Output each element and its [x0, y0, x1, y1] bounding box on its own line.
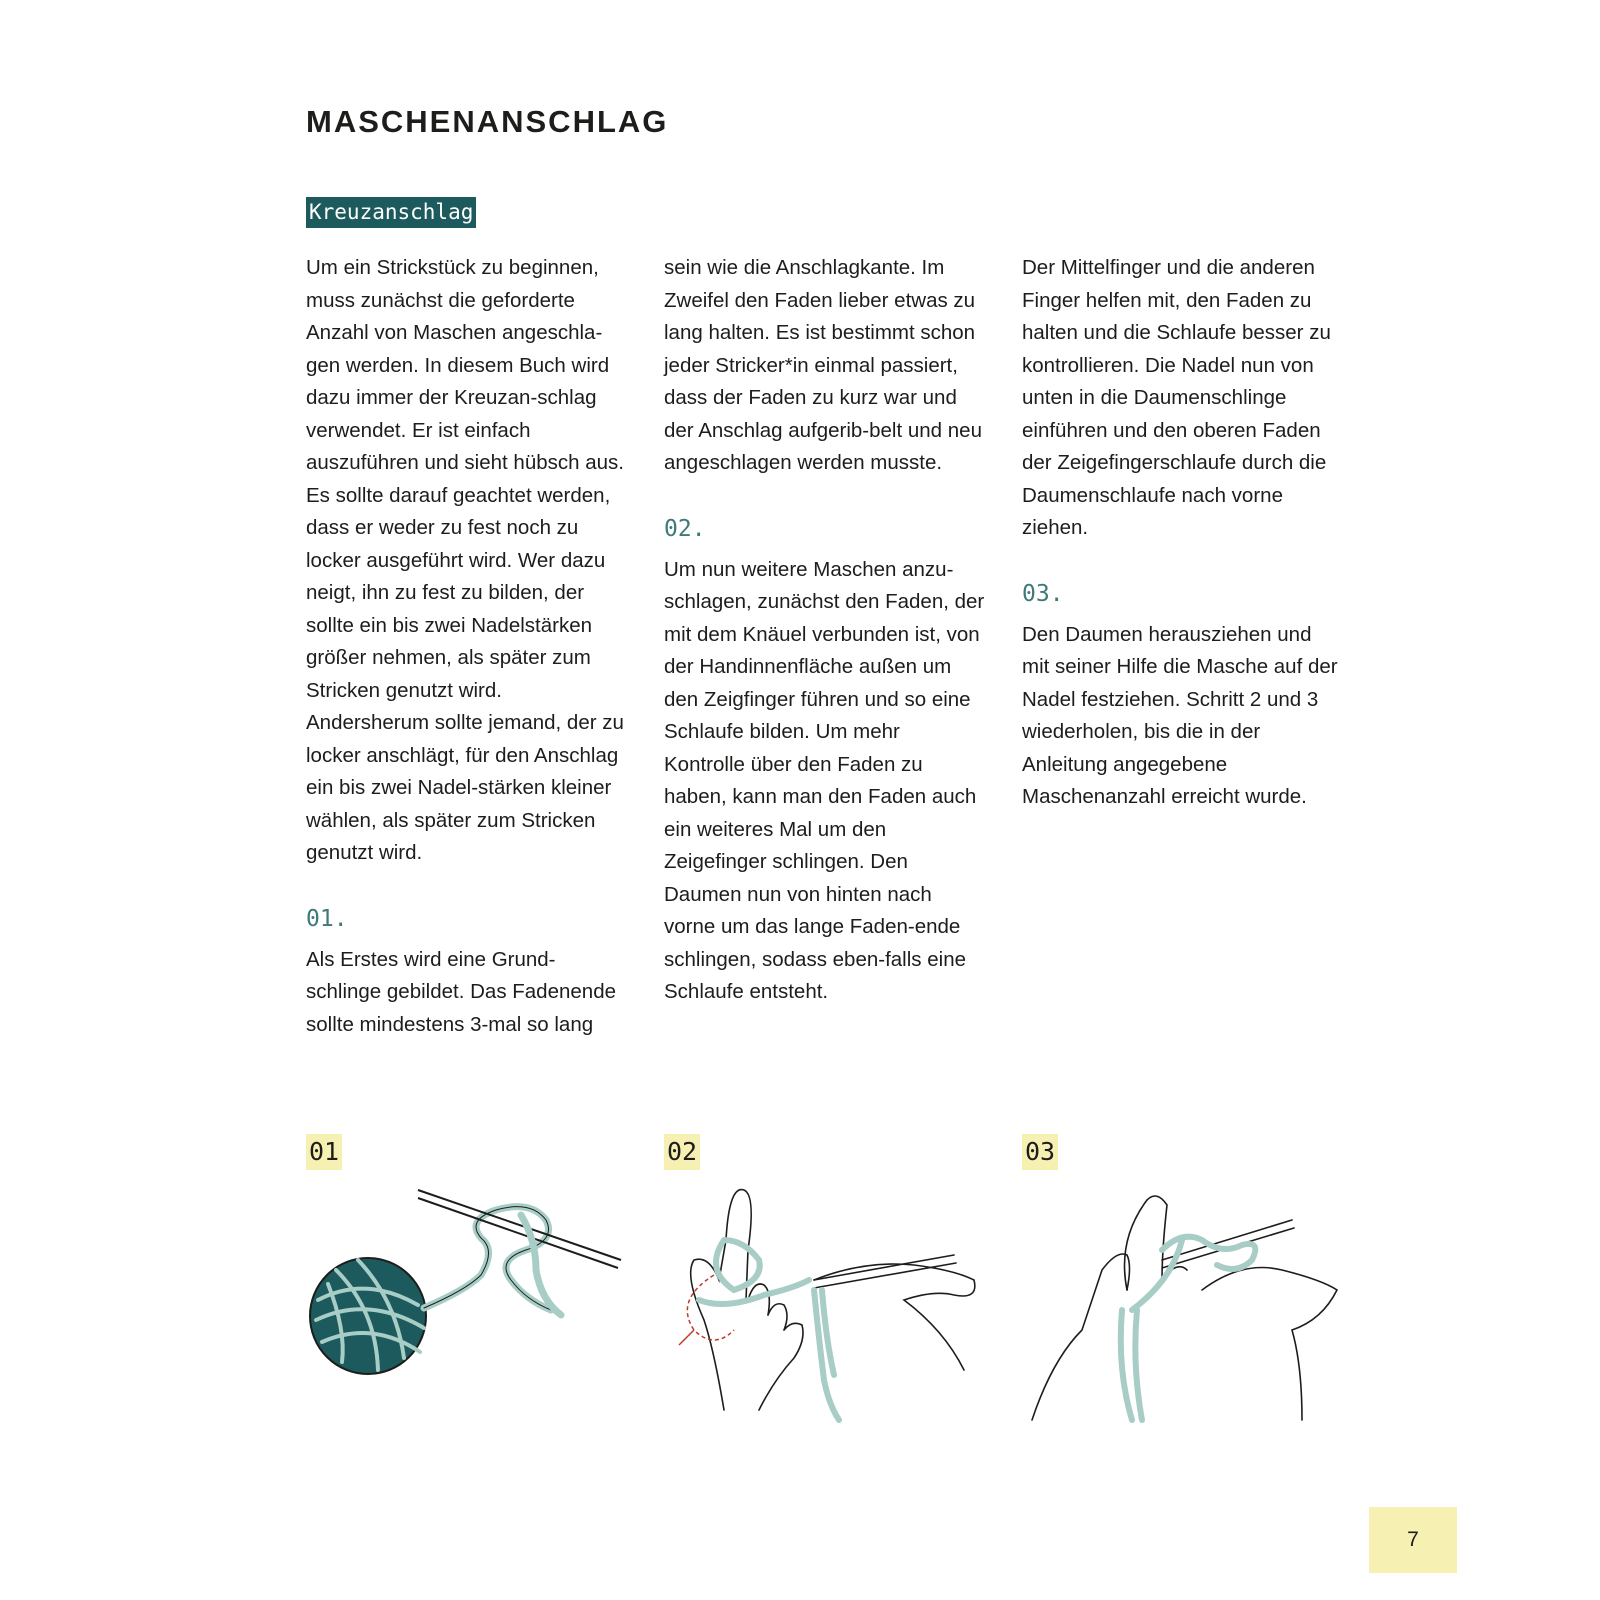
page-number: 7: [1369, 1507, 1457, 1573]
section-label: Kreuzanschlag: [306, 197, 476, 228]
illustration-label-01: 01: [306, 1134, 342, 1170]
step-03-text: Den Daumen herausziehen und mit seiner Hilfe die Masche auf der Nadel festziehen. Schritt 2 und 3 wiederholen, bis die in der Anleitung angegebene Maschenanzahl erreicht wurde.: [1022, 622, 1338, 808]
step-02-continued: Der Mittelfinger und die anderen Finger helfen mit, den Faden zu halten und die Schlaufe besser zu kontrollieren. Die Nadel nun von unten in die Daumenschlinge einführen und den oberen Faden der Zeigefingerschlaufe durch die Daumenschlaufe nach vorne ziehen.: [1022, 256, 1331, 539]
text-column-3: [1022, 252, 1344, 814]
text-column-1: [306, 252, 628, 1041]
illustration-label-03: 03: [1022, 1134, 1058, 1170]
step-number-02: 02.: [664, 515, 706, 542]
step-number-03: 03.: [1022, 580, 1064, 607]
page-title: MASCHENANSCHLAG: [306, 104, 669, 139]
intro-paragraph: Um ein Strickstück zu beginnen, muss zunächst die geforderte Anzahl von Maschen angeschla-gen werden. In diesem Buch wird dazu immer der Kreuzan-schlag verwendet. Er ist einfach auszuführen und sieht hübsch aus. Es sollte darauf geachtet werden, dass er weder zu fest noch zu locker ausgeführt wird. Wer dazu neigt, ihn zu fest zu bilden, der sollte ein bis zwei Nadelstärken größer nehmen, als später zum Stricken genutzt wird. Andersherum sollte jemand, der zu locker anschlägt, für den Anschlag ein bis zwei Nadel-stärken kleiner wählen, als später zum Stricken genutzt wird.: [306, 256, 624, 864]
text-column-2: [664, 252, 986, 1009]
step-number-01: 01.: [306, 905, 348, 932]
hand-loop-needle-icon: [664, 1180, 994, 1430]
step-01-text: Als Erstes wird eine Grund-schlinge gebildet. Das Fadenende sollte mindestens 3-mal so lang: [306, 947, 616, 1036]
step-01-continued: sein wie die Anschlagkante. Im Zweifel den Faden lieber etwas zu lang halten. Es ist bestimmt schon jeder Stricker*in einmal passiert, dass der Faden zu kurz war und der Anschlag aufgerib-belt und neu angeschlagen werden musste.: [664, 256, 982, 474]
hand-stitch-pull-icon: [1022, 1180, 1352, 1430]
yarn-ball-needle-icon: [306, 1180, 636, 1430]
illustration-label-02: 02: [664, 1134, 700, 1170]
step-02-text: Um nun weitere Maschen anzu-schlagen, zunächst den Faden, der mit dem Knäuel verbunden ist, von der Handinnenfläche außen um den Zeigfinger führen und so eine Schlaufe bilden. Um mehr Kontrolle über den Faden zu haben, kann man den Faden auch ein weiteres Mal um den Zeigefinger schlingen. Den Daumen nun von hinten nach vorne um das lange Faden-ende schlingen, sodass eben-falls eine Schlaufe entsteht.: [664, 557, 985, 1003]
